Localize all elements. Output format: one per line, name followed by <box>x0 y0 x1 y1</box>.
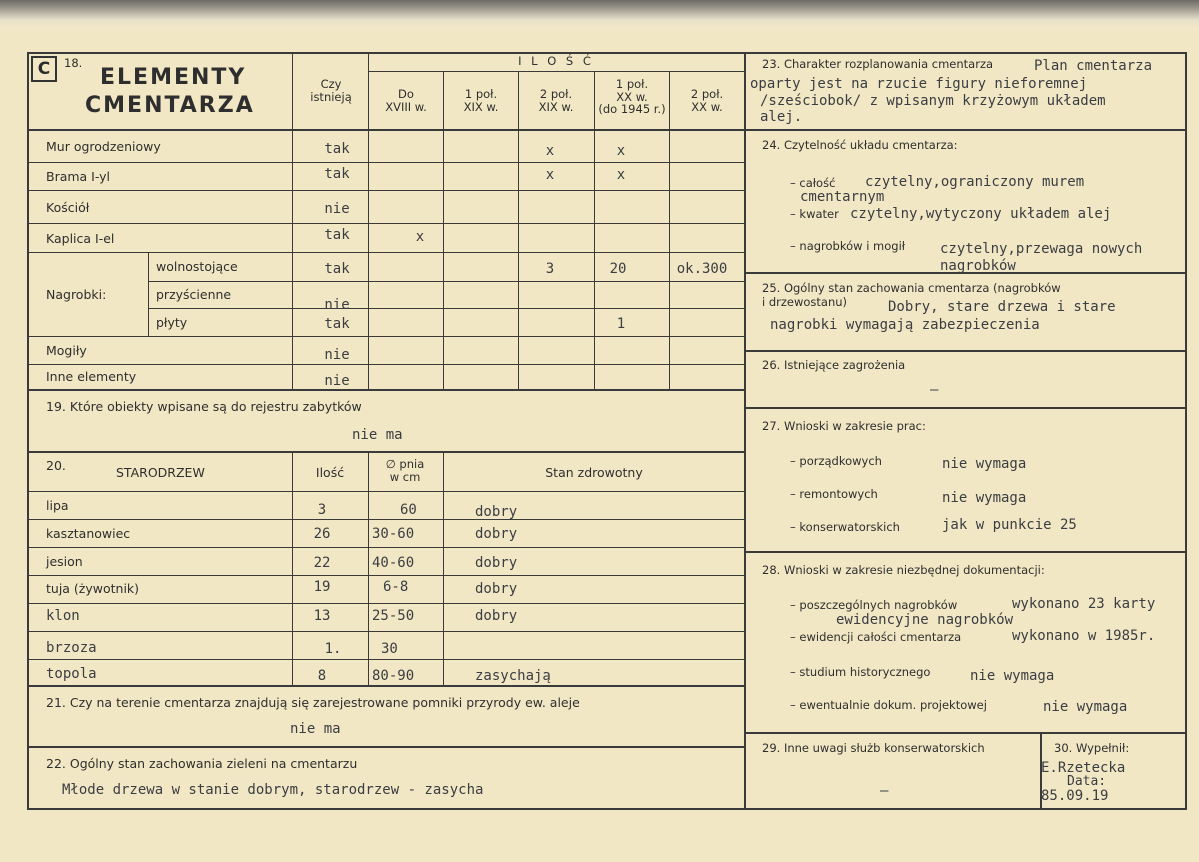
col-header-period: 1 poł. XX w. (do 1945 r.) <box>598 77 666 117</box>
s27-item-value: nie wymaga <box>942 490 1027 506</box>
s21-answer: nie ma <box>290 721 341 737</box>
s28-item-value: wykonano 23 karty <box>1012 596 1156 612</box>
tree-count: 3 <box>317 502 327 518</box>
rule <box>27 491 745 492</box>
rule <box>27 603 745 604</box>
rule <box>368 71 745 72</box>
s28-item-label: – poszczególnych nagrobków <box>790 598 958 612</box>
rule <box>148 281 745 282</box>
tree-health: dobry <box>475 608 518 624</box>
rule <box>27 162 745 163</box>
period-value: x <box>545 167 555 183</box>
rule <box>27 52 29 810</box>
tree-count: 8 <box>317 668 327 684</box>
rule <box>292 52 293 390</box>
s30-name: E.Rzetecka <box>1041 760 1126 776</box>
rule <box>368 453 369 685</box>
tree-diameter: 60 <box>400 502 417 518</box>
rule <box>27 364 745 365</box>
s30-date-label: Data: <box>1067 774 1107 789</box>
s19-question: 19. Które obiekty wpisane są do rejestru zabytków <box>46 399 362 414</box>
tree-health: dobry <box>475 581 518 597</box>
tree-name: topola <box>46 666 97 682</box>
period-value: x <box>415 229 425 245</box>
period-value: 1 <box>616 316 626 332</box>
rule <box>368 52 369 390</box>
section-letter-box: C <box>31 56 57 82</box>
exists-value: tak <box>324 141 350 157</box>
rule <box>27 389 745 391</box>
col-header-period: 2 poł. XX w. <box>690 87 724 114</box>
s27-item-label: – remontowych <box>790 487 878 501</box>
rule <box>27 659 745 660</box>
tree-count: 22 <box>313 555 331 571</box>
rule <box>27 52 1187 54</box>
col-header-period: Do XVIII w. <box>385 87 427 114</box>
rule <box>27 575 745 576</box>
tree-health: zasychają <box>475 668 551 684</box>
rule <box>518 72 519 390</box>
s21-question: 21. Czy na terenie cmentarza znajdują się zarejestrowane pomniki przyrody ew. aleje <box>46 695 580 710</box>
col-header-health: Stan zdrowotny <box>545 465 643 480</box>
s28-item-label: – ewidencji całości cmentarza <box>790 630 962 644</box>
tree-diameter: 6-8 <box>383 579 409 595</box>
period-value: ok.300 <box>676 261 728 277</box>
exists-value: nie <box>324 297 350 313</box>
rule <box>594 72 595 390</box>
section-number: 18. <box>64 56 83 70</box>
rule <box>27 746 745 748</box>
s28-item-value: wykonano w 1985r. <box>1012 628 1156 644</box>
s25-label: 25. Ogólny stan zachowania cmentarza (nagrobków <box>762 281 1061 295</box>
s23-text: /sześciobok/ z wpisanym krzyżowym układem <box>760 93 1106 109</box>
row-label: Inne elementy <box>46 369 137 384</box>
s28-label: 28. Wnioski w zakresie niezbędnej dokumentacji: <box>762 563 1045 577</box>
section-title-line1: ELEMENTY <box>100 65 247 90</box>
rule <box>744 129 1187 131</box>
s24-item-label: – kwater <box>790 207 839 221</box>
tree-name: jesion <box>46 554 83 569</box>
s24-item-label: – nagrobków i mogił <box>790 239 906 253</box>
s23-text: Plan cmentarza <box>1034 58 1153 74</box>
row-label: Mogiły <box>46 343 87 358</box>
rule <box>443 453 444 685</box>
s26-label: 26. Istniejące zagrożenia <box>762 358 906 372</box>
rule <box>27 519 745 520</box>
tree-diameter: 80-90 <box>372 668 415 684</box>
s24-item-value: nagrobków <box>940 258 1016 274</box>
rule <box>27 190 745 191</box>
period-value: 20 <box>609 261 627 277</box>
rule <box>27 547 745 548</box>
row-label: Brama I-yl <box>46 169 111 184</box>
s30-label: 30. Wypełnił: <box>1054 741 1130 755</box>
s30-date: 85.09.19 <box>1041 788 1109 804</box>
s28-item-label: – studium historycznego <box>790 665 931 679</box>
row-sublabel: wolnostojące <box>156 259 238 274</box>
s25-label: i drzewostanu) <box>762 295 848 309</box>
s29-label: 29. Inne uwagi służb konserwatorskich <box>762 741 985 755</box>
col-header-diameter: ∅ pnia w cm <box>385 457 425 484</box>
s22-question: 22. Ogólny stan zachowania zieleni na cmentarzu <box>46 756 358 771</box>
tree-count: 19 <box>313 579 331 595</box>
rule <box>744 407 1187 409</box>
tree-diameter: 25-50 <box>372 608 415 624</box>
rule <box>27 223 745 224</box>
s23-label: 23. Charakter rozplanowania cmentarza <box>762 57 994 71</box>
section-title-line2: CMENTARZA <box>85 93 255 118</box>
s28-item-value: nie wymaga <box>1043 699 1128 715</box>
rule <box>744 732 1187 734</box>
tree-name: tuja (żywotnik) <box>46 581 140 596</box>
row-label: Mur ogrodzeniowy <box>46 139 161 154</box>
rule <box>443 72 444 390</box>
exists-value: nie <box>324 347 350 363</box>
period-value: x <box>616 143 626 159</box>
rule <box>27 808 1187 810</box>
period-value: 3 <box>545 261 555 277</box>
tree-name: klon <box>46 608 80 624</box>
s22-answer: Młode drzewa w stanie dobrym, starodrzew - zasycha <box>62 782 484 798</box>
tree-health: dobry <box>475 555 518 571</box>
period-value: x <box>616 167 626 183</box>
s28-item-value: nie wymaga <box>970 668 1055 684</box>
rule <box>669 72 670 390</box>
rule <box>27 252 745 253</box>
s27-item-label: – konserwatorskich <box>790 520 900 534</box>
rule <box>27 129 745 131</box>
tree-name: kasztanowiec <box>46 526 131 541</box>
rule <box>744 551 1187 553</box>
tree-diameter: 30 <box>381 641 398 657</box>
row-sublabel: płyty <box>156 315 188 330</box>
s24-item-label: – całość <box>790 176 836 190</box>
rule <box>148 308 745 309</box>
row-sublabel: przyścienne <box>156 287 232 302</box>
col-header-count: Ilość <box>315 465 345 480</box>
s20-number: 20. <box>46 458 66 473</box>
exists-value: tak <box>324 261 350 277</box>
row-label: Kościół <box>46 200 90 215</box>
rule <box>292 453 293 685</box>
s24-item-value: czytelny,wytyczony układem alej <box>850 206 1112 222</box>
tree-health: dobry <box>475 526 518 542</box>
s24-item-value: czytelny,przewaga nowych <box>940 241 1143 257</box>
tree-health: dobry <box>475 504 518 520</box>
s29-value: – <box>880 783 889 799</box>
tree-count: 13 <box>313 608 331 624</box>
exists-value: tak <box>324 227 350 243</box>
tree-count: 1. <box>324 641 342 657</box>
s25-text: nagrobki wymagają zabezpieczenia <box>770 317 1040 333</box>
rule <box>744 350 1187 352</box>
s25-text: Dobry, stare drzewa i stare <box>888 299 1116 315</box>
tree-name: brzoza <box>46 640 97 656</box>
exists-value: nie <box>324 373 350 389</box>
rule <box>1185 52 1187 810</box>
col-header-exists: Czy istnieją <box>310 77 352 104</box>
row-label: Kaplica I-el <box>46 231 115 246</box>
col-header-period: 2 poł. XIX w. <box>538 87 574 114</box>
s20-title: STARODRZEW <box>116 465 205 480</box>
s27-label: 27. Wnioski w zakresie prac: <box>762 419 926 433</box>
rule <box>744 52 746 810</box>
s24-item-value: czytelny,ograniczony murem <box>865 174 1085 190</box>
exists-value: tak <box>324 166 350 182</box>
tree-name: lipa <box>46 498 69 513</box>
rule <box>148 252 149 336</box>
s28-item-value: ewidencyjne nagrobków <box>836 612 1014 628</box>
exists-value: nie <box>324 201 350 217</box>
col-header-period: 1 poł. XIX w. <box>463 87 499 114</box>
s24-item-value: cmentarnym <box>800 189 885 205</box>
tree-count: 26 <box>313 526 331 542</box>
s23-text: oparty jest na rzucie figury nieforemnej <box>750 76 1088 92</box>
rule <box>27 631 745 632</box>
s24-label: 24. Czytelność układu cmentarza: <box>762 138 958 152</box>
s28-item-label: – ewentualnie dokum. projektowej <box>790 698 987 712</box>
tree-diameter: 40-60 <box>372 555 415 571</box>
s27-item-value: jak w punkcie 25 <box>942 517 1077 533</box>
s27-item-value: nie wymaga <box>942 456 1027 472</box>
nagrobki-group-label: Nagrobki: <box>46 287 107 302</box>
period-value: x <box>545 143 555 159</box>
s26-value: – <box>930 382 939 398</box>
col-header-quantity: I L O Ś Ć <box>518 54 594 68</box>
s23-text: alej. <box>760 109 803 125</box>
s27-item-label: – porządkowych <box>790 454 882 468</box>
rule <box>27 685 745 687</box>
rule <box>27 451 745 453</box>
s19-answer: nie ma <box>352 427 403 443</box>
tree-diameter: 30-60 <box>372 526 415 542</box>
exists-value: tak <box>324 316 350 332</box>
rule <box>27 336 745 337</box>
